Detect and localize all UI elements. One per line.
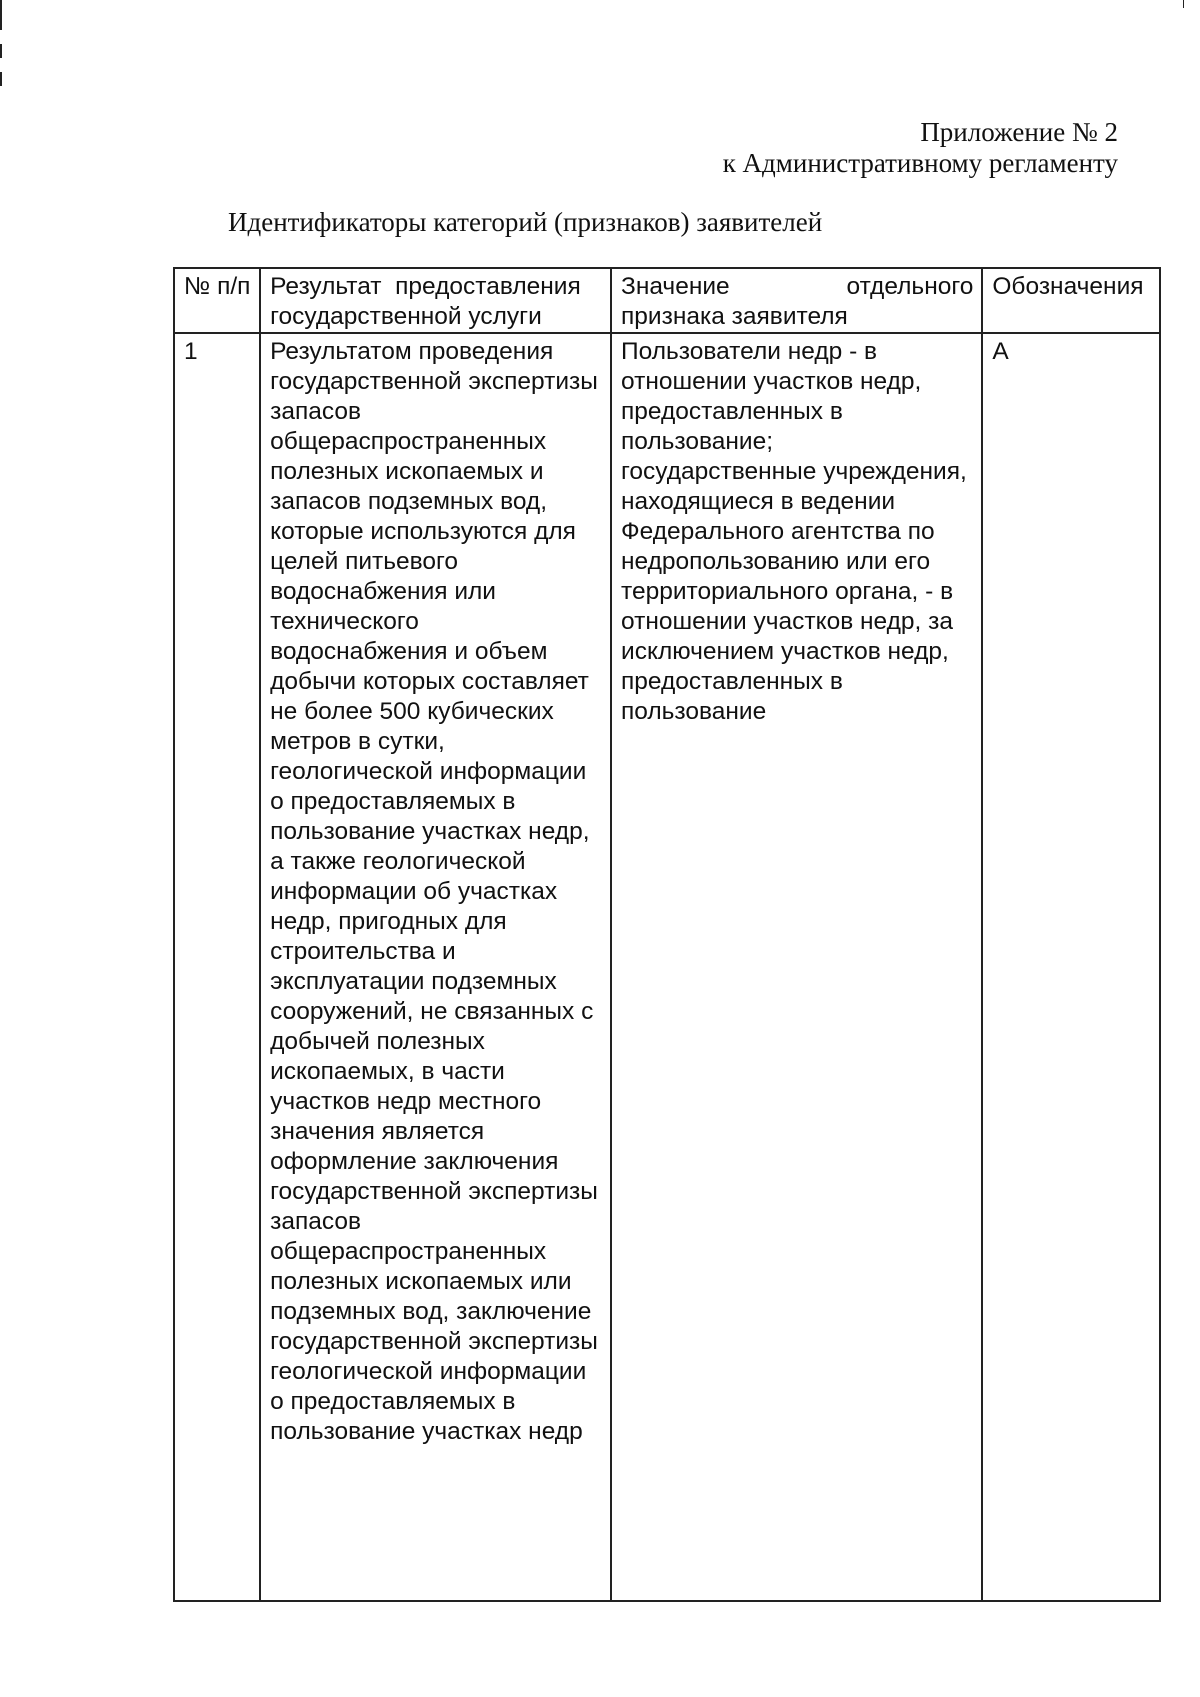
header-result-line1: Результат предоставления — [270, 273, 581, 300]
appendix-target: к Административному регламенту — [722, 148, 1118, 178]
header-value-word1: Значение — [621, 273, 730, 300]
cell-designation: А — [982, 333, 1160, 1601]
page-title: Идентификаторы категорий (признаков) заявителей — [228, 207, 823, 237]
header-designation: Обозначения — [982, 268, 1160, 333]
scan-edge-mark — [0, 72, 2, 86]
header-num: № п/п — [174, 268, 260, 333]
table-header-row — [174, 268, 1160, 333]
table-row — [174, 333, 1160, 1601]
cell-result: Результатом проведения государственной экспертизы запасов общераспространенных полезных ископаемых и запасов подземных вод, которые используются для целей питьевого водоснабжения или технического водоснабжения и объем добычи которых составляет не более 500 кубических метров в сутки, геологической информации о предоставляемых в пользование участках недр, а также геологической информации об участках недр, пригодных для строительства и эксплуатации подземных сооружений, не связанных с добычей полезных ископаемых, в части участков недр местного значения является оформление заключения государственной экспертизы запасов общераспространенных полезных ископаемых или подземных вод, заключение государственной экспертизы геологической информации о предоставляемых в пользование участках недр — [260, 333, 611, 1601]
cell-num: 1 — [174, 333, 260, 1601]
header-value — [611, 268, 982, 333]
scan-edge-mark — [0, 0, 2, 30]
header-value-line2: признака заявителя — [621, 303, 848, 330]
header-result — [260, 268, 611, 333]
scan-edge-mark — [1183, 0, 1184, 8]
header-result-line2: государственной услуги — [270, 303, 542, 330]
appendix-reference — [723, 117, 1118, 179]
applicant-identifiers-table — [173, 267, 1161, 1602]
scan-edge-mark — [0, 44, 2, 58]
appendix-number: Приложение № 2 — [920, 117, 1118, 147]
header-value-line1 — [621, 272, 973, 302]
cell-value: Пользователи недр - в отношении участков недр, предоставленных в пользование; государственные учреждения, находящиеся в ведении Федерального агентства по недропользованию или его территориального органа, - в отношении участков недр, за исключением участков недр, предоставленных в пользование — [611, 333, 982, 1601]
header-value-word2: отдельного — [846, 273, 974, 300]
